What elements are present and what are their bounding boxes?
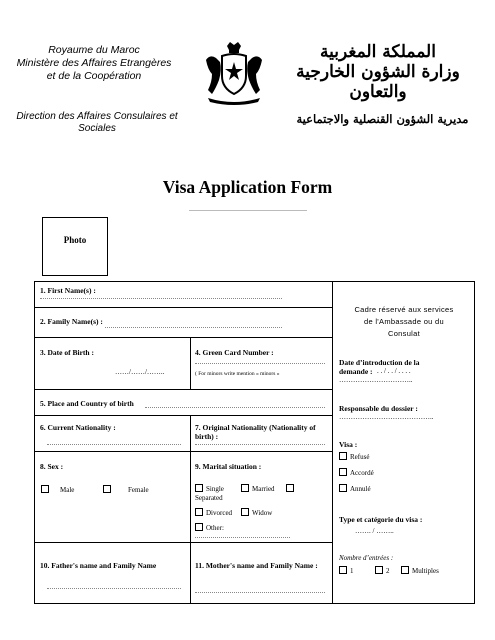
visa-label: Visa : xyxy=(339,440,358,449)
photo-label: Photo xyxy=(63,235,87,245)
entry-multi-option[interactable] xyxy=(401,567,439,576)
father-name-label: 10. Father's name and Family Name xyxy=(40,561,157,570)
mother-name-field[interactable] xyxy=(195,592,325,593)
single-label: Single xyxy=(206,485,224,493)
ar-line: وزارة الشؤون الخارجية xyxy=(296,62,460,82)
female-label: Female xyxy=(128,486,149,494)
refuse-label: Refusé xyxy=(350,453,370,461)
checkbox-icon[interactable] xyxy=(286,484,294,492)
place-country-label: 5. Place and Country of birth xyxy=(40,399,134,408)
first-name-label: 1. First Name(s) : xyxy=(40,286,96,295)
accorde-label: Accordé xyxy=(350,469,374,477)
green-card-field[interactable] xyxy=(195,363,325,364)
separated-label: Separated xyxy=(195,494,223,502)
father-name-field[interactable] xyxy=(47,588,181,589)
side-heading-line: de l'Ambassade ou du xyxy=(364,317,444,326)
ar-line: المملكة المغربية xyxy=(320,42,436,62)
married-label: Married xyxy=(252,485,275,493)
checkbox-icon[interactable] xyxy=(339,452,347,460)
direction-header-ar: مديرية الشؤون القنصلية والاجتماعية xyxy=(296,112,469,126)
responsable-field[interactable]: ………………………………….. xyxy=(339,413,434,421)
visa-type-label: Type et catégorie du visa : xyxy=(339,515,423,524)
intro-date-label-2: demande : xyxy=(339,367,373,376)
row-divider xyxy=(35,415,332,416)
entry-2-option[interactable] xyxy=(375,567,390,576)
dob-field[interactable]: ……/……/…….. xyxy=(115,368,165,376)
widow-option[interactable] xyxy=(241,509,272,518)
direction-line: Sociales xyxy=(78,123,116,134)
sex-label: 8. Sex : xyxy=(40,462,64,471)
checkbox-icon[interactable] xyxy=(195,523,203,531)
other-option[interactable] xyxy=(195,524,224,533)
header-line: et de la Coopération xyxy=(46,70,142,82)
place-country-field[interactable] xyxy=(145,407,325,408)
checkbox-icon[interactable] xyxy=(375,566,383,574)
widow-label: Widow xyxy=(252,509,273,517)
sex-male-option[interactable] xyxy=(41,486,74,495)
checkbox-icon[interactable] xyxy=(241,484,249,492)
direction-line: Direction des Affaires Consulaires et xyxy=(16,111,178,122)
col-divider xyxy=(190,415,191,603)
header-line: Ministère des Affaires Etrangères xyxy=(16,57,172,69)
other-field[interactable] xyxy=(195,537,290,538)
married-option[interactable] xyxy=(241,485,275,494)
side-heading-line: Cadre réservé aux services xyxy=(354,305,454,314)
row-divider xyxy=(35,307,332,308)
side-column-divider xyxy=(332,282,333,603)
original-nationality-label-2: birth) : xyxy=(195,432,219,441)
green-card-label: 4. Green Card Number : xyxy=(195,348,274,357)
header-line: Royaume du Maroc xyxy=(48,44,140,56)
family-name-field[interactable] xyxy=(105,327,282,328)
entry-1-label: 1 xyxy=(350,567,354,575)
visa-accorde-option[interactable] xyxy=(339,469,374,478)
checkbox-icon[interactable] xyxy=(195,484,203,492)
annule-label: Annulé xyxy=(350,485,371,493)
original-nationality-label: 7. Original Nationality (Nationality of xyxy=(195,423,316,432)
intro-date-dots: ………………………….. xyxy=(339,376,413,384)
title-underline xyxy=(189,210,307,211)
checkbox-icon[interactable] xyxy=(339,468,347,476)
green-card-note: ( For minors write mention « minors » xyxy=(195,371,280,377)
checkbox-icon[interactable] xyxy=(241,508,249,516)
dob-label: 3. Date of Birth : xyxy=(40,348,94,357)
ministry-header-fr xyxy=(4,44,184,83)
male-label: Male xyxy=(60,486,75,494)
current-nationality-label: 6. Current Nationality : xyxy=(40,423,116,432)
marital-label: 9. Marital situation : xyxy=(195,462,262,471)
ar-line: والتعاون xyxy=(349,82,407,102)
visa-annule-option[interactable] xyxy=(339,485,371,494)
intro-date-field[interactable]: . . / . . / . . . . xyxy=(377,367,411,375)
checkbox-icon[interactable] xyxy=(339,566,347,574)
sex-female-option[interactable] xyxy=(103,486,149,495)
first-name-field[interactable] xyxy=(40,298,282,299)
visa-refuse-option[interactable] xyxy=(339,453,369,462)
application-form-table xyxy=(34,281,475,604)
col-divider xyxy=(190,337,191,389)
ministry-header-ar xyxy=(278,42,478,102)
other-status-option[interactable] xyxy=(286,485,297,494)
form-title: Visa Application Form xyxy=(162,177,333,197)
original-nationality-field[interactable] xyxy=(195,444,325,445)
divorced-label: Divorced xyxy=(206,509,233,517)
checkbox-icon[interactable] xyxy=(41,485,49,493)
direction-header-fr xyxy=(4,111,190,135)
row-divider xyxy=(35,389,332,390)
side-heading-line: Consulat xyxy=(387,329,420,338)
divorced-option[interactable] xyxy=(195,509,232,518)
coat-of-arms-icon xyxy=(200,40,268,106)
family-name-label: 2. Family Name(s) : xyxy=(40,317,103,326)
checkbox-icon[interactable] xyxy=(195,508,203,516)
current-nationality-field[interactable] xyxy=(47,444,181,445)
row-divider xyxy=(35,337,332,338)
intro-date-label: Date d’introduction de la xyxy=(339,358,420,367)
row-divider xyxy=(35,542,332,543)
entry-1-option[interactable] xyxy=(339,567,354,576)
photo-box[interactable] xyxy=(42,217,108,276)
responsable-label: Responsable du dossier : xyxy=(339,404,418,413)
checkbox-icon[interactable] xyxy=(401,566,409,574)
row-divider xyxy=(35,451,332,452)
checkbox-icon[interactable] xyxy=(103,485,111,493)
entry-multi-label: Multiples xyxy=(412,567,439,575)
single-option[interactable] xyxy=(195,485,224,494)
checkbox-icon[interactable] xyxy=(339,484,347,492)
entry-2-label: 2 xyxy=(386,567,390,575)
reserved-section-heading xyxy=(335,304,473,340)
other-label: Other: xyxy=(206,524,224,532)
mother-name-label: 11. Mother's name and Family Name : xyxy=(195,561,318,570)
entries-label: Nombre d’entrées : xyxy=(339,554,394,562)
visa-type-field[interactable]: ……. / …….. xyxy=(355,527,394,535)
